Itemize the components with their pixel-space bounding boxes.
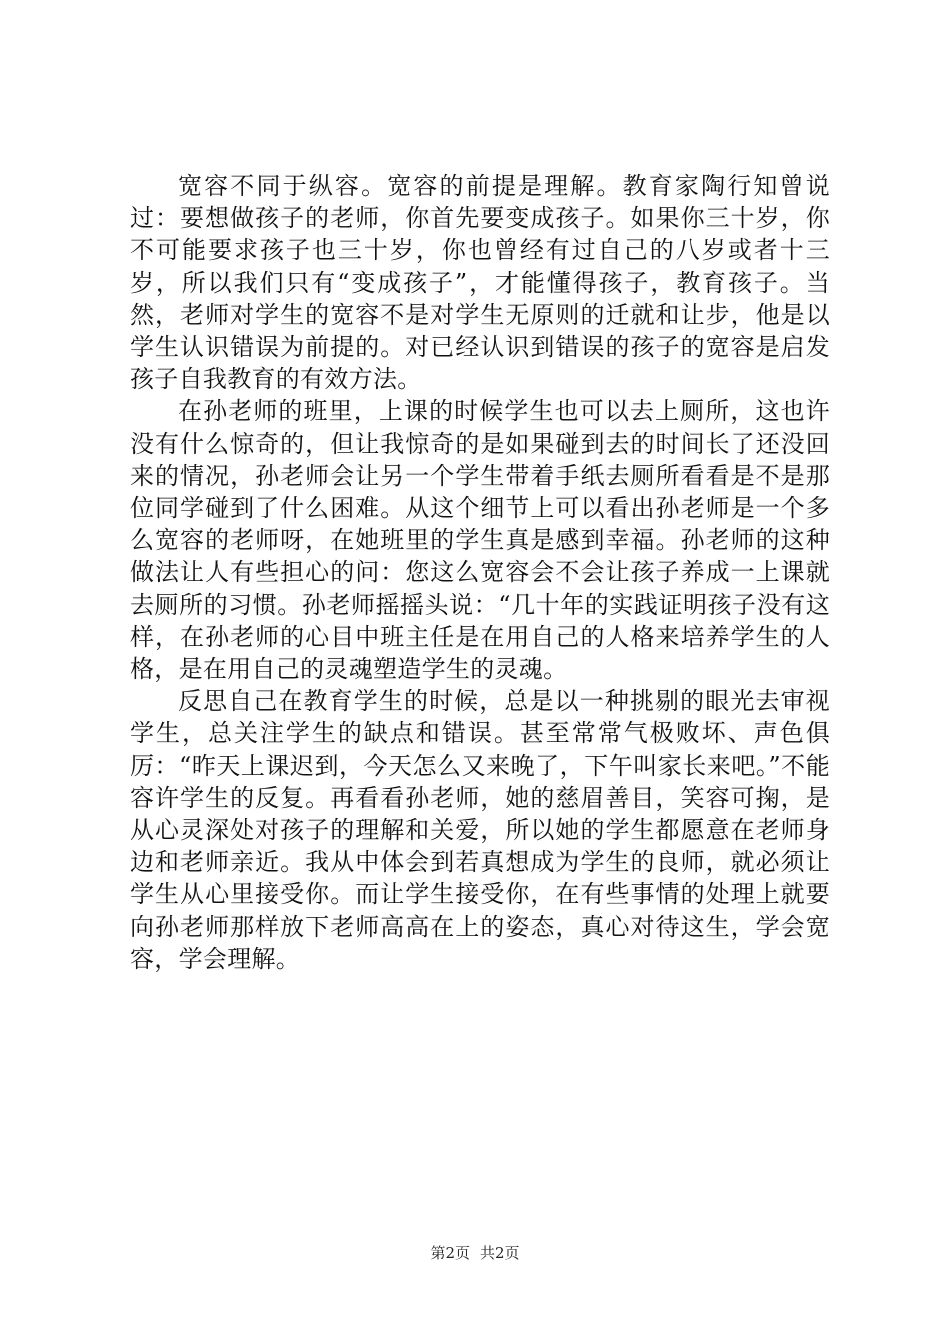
paragraph-teacher-sun-class: 在孙老师的班里，上课的时候学生也可以去上厕所，这也许没有什么惊奇的，但让我惊奇的是如果碰到去的时间长了还没回来的情况，孙老师会让另一个学生带着手纸去厕所看看是不是那位同学碰到了什么困难。从这个细节上可以看出孙老师是一个多么宽容的老师呀，在她班里的学生真是感到幸福。孙老师的这种做法让人有些担心的问：您这么宽容会不会让孩子养成一上课就去厕所的习惯。孙老师摇摇头说：“几十年的实践证明孩子没有这样，在孙老师的心目中班主任是在用自己的人格来培养学生的人格，是在用自己的灵魂塑造学生的灵魂。 [130, 397, 830, 684]
page-footer [0, 1243, 950, 1263]
document-body [130, 170, 830, 975]
page-total: 共2页 [480, 1244, 520, 1262]
paragraph-self-reflection: 反思自己在教育学生的时候，总是以一种挑剔的眼光去审视学生，总关注学生的缺点和错误。甚至常常气极败坏、声色俱厉：“昨天上课迟到，今天怎么又来晚了，下午叫家长来吧。”不能容许学生的反复。再看看孙老师，她的慈眉善目，笑容可掬，是从心灵深处对孩子的理解和关爱，所以她的学生都愿意在老师身边和老师亲近。我从中体会到若真想成为学生的良师，就必须让学生从心里接受你。而让学生接受你，在有些事情的处理上就要向孙老师那样放下老师高高在上的姿态，真心对待这生，学会宽容，学会理解。 [130, 687, 830, 973]
paragraph-tolerance-vs-indulgence: 宽容不同于纵容。宽容的前提是理解。教育家陶行知曾说过：要想做孩子的老师，你首先要变成孩子。如果你三十岁，你不可能要求孩子也三十岁，你也曾经有过自己的八岁或者十三岁，所以我们只有“变成孩子”，才能懂得孩子，教育孩子。当然，老师对学生的宽容不是对学生无原则的迁就和让步，他是以学生认识错误为前提的。对已经认识到错误的孩子的宽容是启发孩子自我教育的有效方法。 [130, 172, 830, 394]
page-number: 第2页 [430, 1244, 470, 1262]
